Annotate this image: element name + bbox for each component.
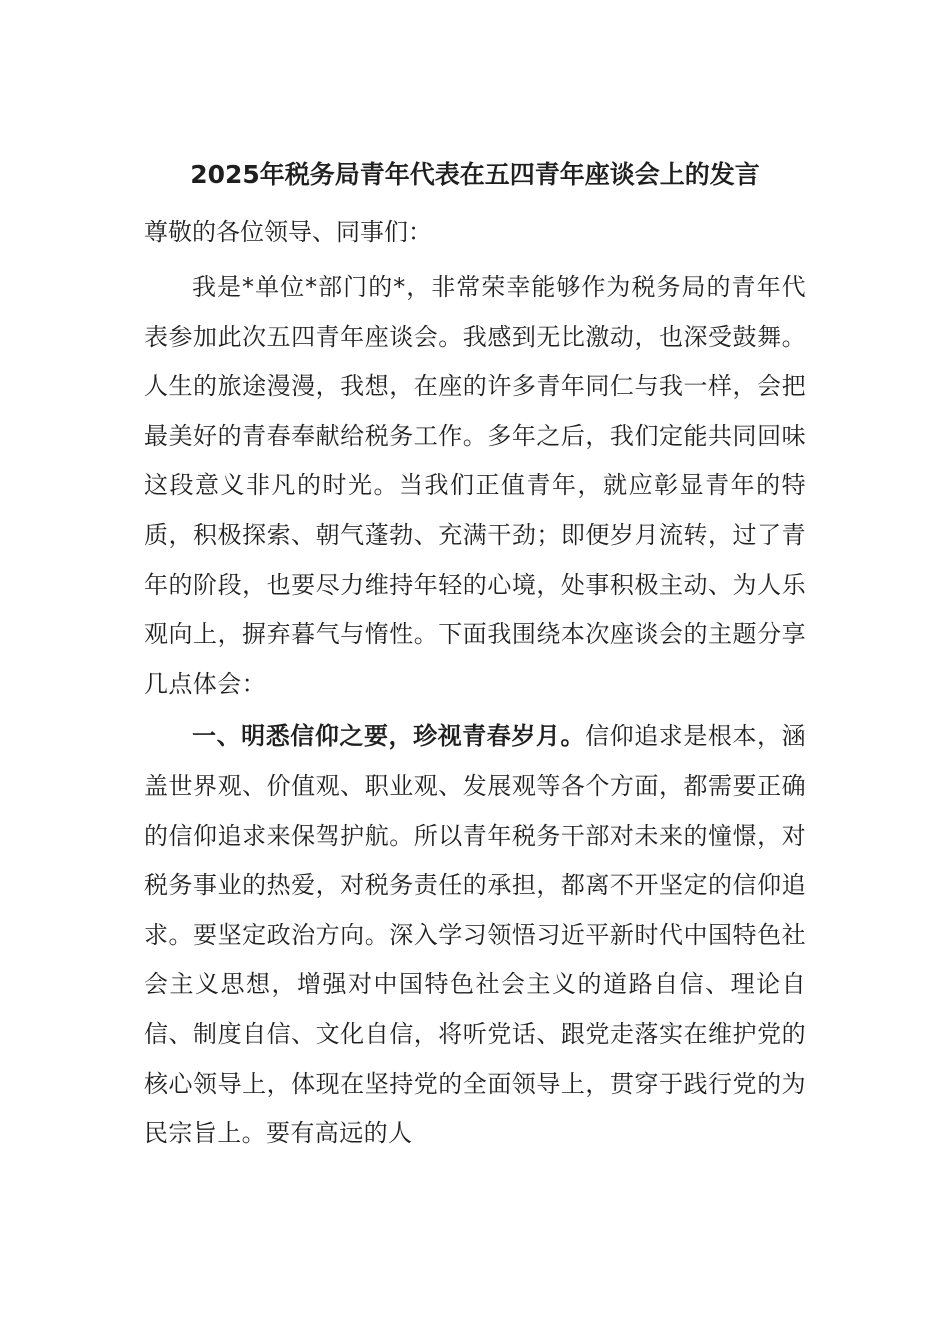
paragraph-intro	[144, 263, 806, 709]
section-one-text: 信仰追求是根本，涵盖世界观、价值观、职业观、发展观等各个方面，都需要正确的信仰追求来保驾护航。所以青年税务干部对未来的憧憬，对税务事业的热爱，对税务责任的承担，都离不开坚定的信仰追求。要坚定政治方向。深入学习领悟习近平新时代中国特色社会主义思想，增强对中国特色社会主义的道路自信、理论自信、制度自信、文化自信，将听党话、跟党走落实在维护党的核心领导上，体现在坚持党的全面领导上，贯穿于践行党的为民宗旨上。要有高远的人	[144, 722, 806, 1148]
document-body	[144, 150, 806, 1159]
document-title: 2025年税务局青年代表在五四青年座谈会上的发言	[190, 160, 760, 189]
section-one-heading: 一、明悉信仰之要，珍视青春岁月。	[192, 722, 586, 751]
paragraph-intro-text: 我是*单位*部门的*，非常荣幸能够作为税务局的青年代表参加此次五四青年座谈会。我感到无比激动，也深受鼓舞。人生的旅途漫漫，我想，在座的许多青年同仁与我一样，会把最美好的青春奉献给税务工作。多年之后，我们定能共同回味这段意义非凡的时光。当我们正值青年，就应彰显青年的特质，积极探索、朝气蓬勃、充满干劲；即便岁月流转，过了青年的阶段，也要尽力维持年轻的心境，处事积极主动、为人乐观向上，摒弃暮气与惰性。下面我围绕本次座谈会的主题分享几点体会：	[144, 273, 806, 698]
paragraph-section-one	[144, 712, 806, 1158]
salutation: 尊敬的各位领导、同事们：	[144, 218, 432, 246]
